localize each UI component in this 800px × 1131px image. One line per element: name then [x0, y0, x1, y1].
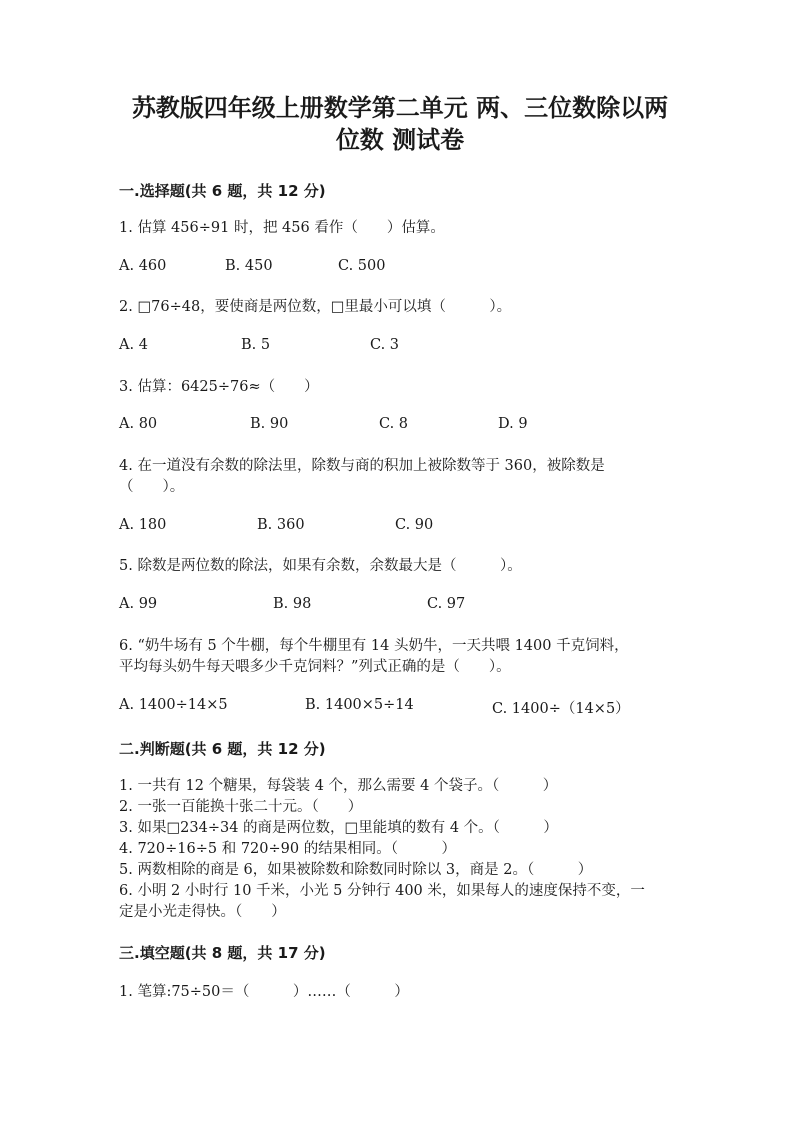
page-title [100, 92, 700, 156]
option-1-5-b: B. 98 [273, 596, 312, 612]
option-1-6-b: B. 1400×5÷14 [305, 697, 414, 713]
option-1-1-c: C. 500 [338, 258, 386, 274]
option-1-3-c: C. 8 [379, 416, 409, 432]
question-1-2: 2. □76÷48，要使商是两位数，□里最小可以填（ ）。 [119, 299, 512, 315]
judge-item-3: 3. 如果□234÷34 的商是两位数，□里能填的数有 4 个。（ ） [119, 820, 558, 836]
option-1-4-a: A. 180 [119, 517, 167, 533]
section-heading-fill: 三.填空题(共 8 题，共 17 分) [119, 944, 326, 962]
option-1-1-b: B. 450 [225, 258, 273, 274]
judge-item-6-line-2: 定是小光走得快。（ ） [119, 904, 286, 920]
section-heading-judge: 二.判断题(共 6 题，共 12 分) [119, 740, 326, 758]
judge-item-6-line-1: 6. 小明 2 小时行 10 千米，小光 5 分钟行 400 米，如果每人的速度保持不变，一 [119, 883, 645, 899]
option-1-2-c: C. 3 [370, 337, 400, 353]
option-1-1-a: A. 460 [119, 258, 167, 274]
option-1-5-a: A. 99 [119, 596, 158, 612]
judge-item-5: 5. 两数相除的商是 6，如果被除数和除数同时除以 3，商是 2。（ ） [119, 862, 593, 878]
option-1-2-b: B. 5 [241, 337, 271, 353]
question-1-6-line-2: 平均每头奶牛每天喂多少千克饲料？”列式正确的是（ ）。 [119, 659, 511, 675]
option-1-4-b: B. 360 [257, 517, 305, 533]
judge-item-4: 4. 720÷16÷5 和 720÷90 的结果相同。（ ） [119, 841, 456, 857]
question-1-1: 1. 估算 456÷91 时，把 456 看作（ ）估算。 [119, 220, 445, 236]
option-1-6-a: A. 1400÷14×5 [119, 697, 228, 713]
option-1-4-c: C. 90 [395, 517, 434, 533]
judge-item-2: 2. 一张一百能换十张二十元。（ ） [119, 799, 363, 815]
question-1-5: 5. 除数是两位数的除法，如果有余数，余数最大是（ ）。 [119, 558, 522, 574]
option-1-5-c: C. 97 [427, 596, 466, 612]
option-1-3-d: D. 9 [498, 416, 528, 432]
fill-question-1: 1. 笔算:75÷50＝（ ）……（ ） [119, 984, 409, 1000]
section-heading-choice: 一.选择题(共 6 题，共 12 分) [119, 182, 326, 200]
title-line-2: 位数 测试卷 [335, 126, 465, 154]
option-1-3-b: B. 90 [250, 416, 289, 432]
judge-item-1: 1. 一共有 12 个糖果，每袋装 4 个，那么需要 4 个袋子。（ ） [119, 778, 558, 794]
question-1-6-line-1: 6. “奶牛场有 5 个牛棚，每个牛棚里有 14 头奶牛，一天共喂 1400 千克饲料， [119, 638, 629, 654]
option-1-3-a: A. 80 [119, 416, 158, 432]
option-1-2-a: A. 4 [119, 337, 148, 353]
question-1-4-line-1: 4. 在一道没有余数的除法里，除数与商的积加上被除数等于 360，被除数是 [119, 458, 605, 474]
option-1-6-c: C. 1400÷（14×5） [492, 701, 630, 717]
question-1-4-line-2: （ ）。 [119, 479, 185, 495]
title-line-1: 苏教版四年级上册数学第二单元 两、三位数除以两 [131, 94, 669, 122]
question-1-3: 3. 估算：6425÷76≈（ ） [119, 379, 319, 395]
